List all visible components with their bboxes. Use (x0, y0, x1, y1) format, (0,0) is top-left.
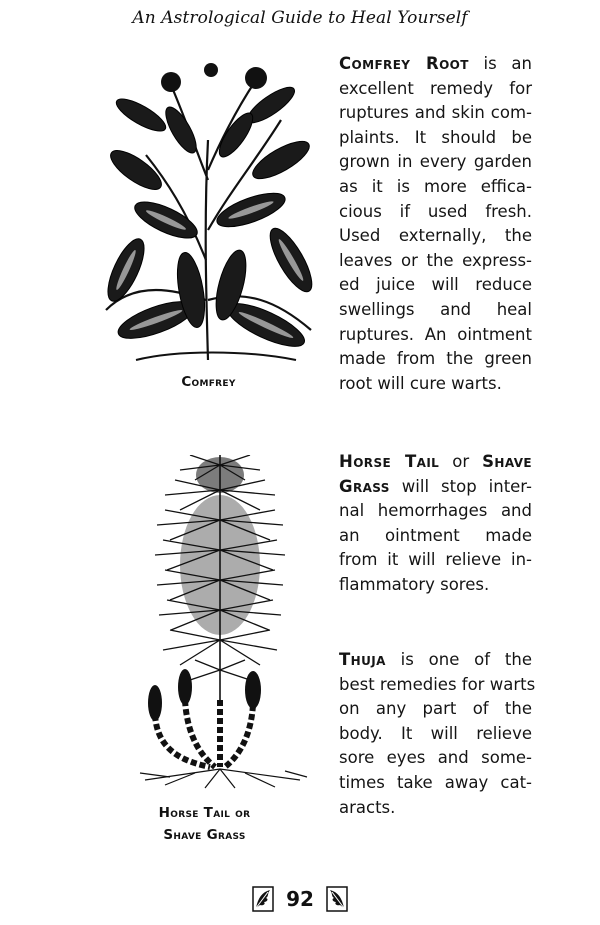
text-line: aracts. (339, 797, 396, 817)
caption-line: Comfrey (181, 374, 236, 390)
horse-tail-entry (339, 450, 532, 598)
text-line: Comfrey Root is an (339, 54, 532, 73)
text-line: plaints. It should be (339, 127, 532, 147)
text-line: on any part of the (339, 699, 532, 719)
page-footer (0, 886, 600, 912)
leaf-ornament-icon (326, 886, 348, 912)
text-line: as it is more effica- (339, 176, 532, 196)
text-line: best remedies for warts (339, 674, 536, 694)
caption-line: Horse Tail or (158, 805, 251, 821)
text-line: Horse Tail or Shave (339, 452, 532, 471)
text-line: times take away cat- (339, 772, 532, 792)
text-line: excellent remedy for (339, 78, 532, 98)
text-line: Grass will stop inter- (339, 476, 532, 496)
text-line: grown in every garden (339, 152, 532, 172)
herb-name: Thuja (339, 650, 386, 669)
text-line: ruptures and skin com- (339, 103, 532, 123)
running-head: An Astrological Guide to Heal Yourself (132, 8, 468, 28)
text-line: flammatory sores. (339, 574, 490, 594)
text-line: ruptures. An ointment (339, 324, 532, 344)
text-line: an ointment made (339, 525, 532, 545)
comfrey-entry (339, 52, 532, 396)
text-line: cious if used fresh. (339, 201, 532, 221)
herb-name: Shave (482, 452, 532, 471)
text-line: root will cure warts. (339, 373, 502, 393)
text-line: sore eyes and some- (339, 748, 532, 768)
text-line: swellings and heal (339, 299, 532, 319)
herb-name: Grass (339, 476, 390, 496)
text-line: body. It will relieve (339, 723, 532, 743)
leaf-ornament-icon (252, 886, 274, 912)
page-number: 92 (286, 887, 314, 911)
text-line: Thuja is one of the (339, 650, 532, 669)
text-line: from it will relieve in- (339, 550, 532, 570)
horse-tail-plant-illustration (135, 455, 310, 790)
comfrey-caption (96, 371, 321, 393)
text-line: nal hemorrhages and (339, 501, 532, 521)
text-line: Used externally, the (339, 226, 532, 246)
herb-name: Horse Tail (339, 452, 440, 471)
text-line: ed juice will reduce (339, 275, 532, 295)
text-line: made from the green (339, 349, 532, 369)
thuja-entry (339, 648, 536, 820)
text-line: leaves or the express- (339, 250, 532, 270)
herb-name: Comfrey Root (339, 54, 469, 73)
caption-line: Shave Grass (163, 827, 246, 843)
horse-tail-caption (72, 802, 337, 846)
comfrey-plant-illustration (96, 60, 321, 370)
